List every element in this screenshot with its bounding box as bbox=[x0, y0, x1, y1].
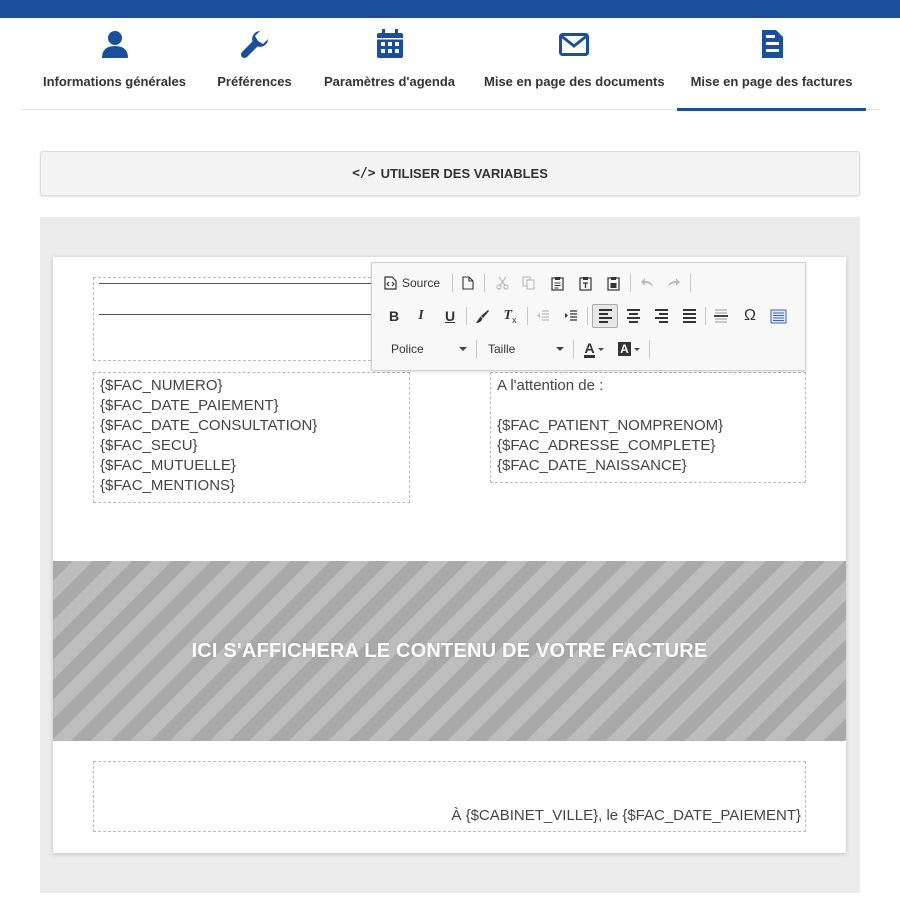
paste-text-button[interactable] bbox=[574, 271, 596, 295]
justify-icon bbox=[683, 307, 696, 325]
document-icon bbox=[756, 28, 788, 60]
horizontal-rule-icon bbox=[714, 309, 728, 323]
toolbar-separator bbox=[452, 274, 453, 292]
footer-text: À {$CABINET_VILLE}, le {$FAC_DATE_PAIEMENT} bbox=[451, 807, 801, 824]
source-button[interactable] bbox=[384, 271, 446, 295]
underline-button[interactable]: U bbox=[444, 308, 456, 324]
align-right-icon bbox=[655, 307, 668, 325]
text-color-button[interactable] bbox=[580, 337, 608, 361]
source-label: Source bbox=[402, 276, 441, 290]
user-icon bbox=[99, 28, 131, 60]
invoice-info-block[interactable] bbox=[93, 372, 410, 503]
paste-icon bbox=[551, 276, 564, 291]
new-page-button[interactable] bbox=[457, 271, 479, 295]
indent-icon bbox=[564, 310, 578, 322]
text-color-icon: A bbox=[584, 339, 595, 356]
source-icon bbox=[384, 276, 397, 290]
align-center-icon bbox=[627, 307, 640, 325]
recipient-block[interactable] bbox=[490, 372, 806, 483]
use-variables-label: UTILISER DES VARIABLES bbox=[380, 166, 548, 181]
paste-word-button[interactable] bbox=[602, 271, 624, 295]
use-variables-button[interactable] bbox=[40, 151, 860, 196]
recipient-variable-line: {$FAC_PATIENT_NOMPRENOM} bbox=[497, 417, 724, 434]
tab-mise-en-page-factures[interactable] bbox=[677, 18, 866, 110]
toolbar-separator bbox=[484, 274, 485, 292]
paintbrush-icon bbox=[475, 309, 490, 324]
footer-block[interactable] bbox=[93, 761, 806, 832]
toolbar-separator bbox=[690, 274, 691, 292]
remove-format-button[interactable] bbox=[499, 304, 521, 328]
invoice-variable-line: {$FAC_NUMERO} bbox=[100, 377, 223, 394]
recipient-variable-line: {$FAC_ADRESSE_COMPLETE} bbox=[497, 437, 716, 454]
invoice-variable-line: {$FAC_MUTUELLE} bbox=[100, 457, 236, 474]
toolbar-separator bbox=[630, 274, 631, 292]
settings-tabs bbox=[22, 18, 880, 110]
redo-icon bbox=[667, 277, 681, 289]
font-size-label: Taille bbox=[488, 342, 516, 356]
copy-button[interactable] bbox=[517, 271, 539, 295]
tab-label: Paramètres d'agenda bbox=[324, 74, 455, 89]
undo-icon bbox=[640, 277, 654, 289]
italic-button[interactable]: I bbox=[418, 308, 424, 323]
tab-mise-en-page-documents[interactable] bbox=[484, 18, 664, 110]
invoice-variable-line: {$FAC_MENTIONS} bbox=[100, 477, 236, 494]
editor-toolbar bbox=[371, 262, 806, 371]
recipient-heading: A l'attention de : bbox=[497, 377, 604, 394]
new-page-icon bbox=[462, 276, 474, 290]
copy-format-button[interactable] bbox=[471, 304, 493, 328]
invoice-variable-line: {$FAC_SECU} bbox=[100, 437, 198, 454]
toolbar-separator bbox=[705, 307, 706, 325]
redo-button[interactable] bbox=[663, 271, 685, 295]
font-family-select[interactable] bbox=[385, 337, 471, 361]
invoice-content-placeholder bbox=[53, 561, 846, 741]
code-icon: </> bbox=[352, 166, 376, 181]
undo-button[interactable] bbox=[636, 271, 658, 295]
font-family-label: Police bbox=[391, 342, 424, 356]
toolbar-separator bbox=[649, 340, 650, 358]
envelope-icon bbox=[558, 28, 590, 60]
top-bar bbox=[0, 0, 900, 18]
background-color-icon: A bbox=[620, 342, 629, 356]
horizontal-line-button[interactable] bbox=[710, 304, 732, 328]
remove-format-icon: x bbox=[512, 315, 517, 325]
recipient-variable-line: {$FAC_DATE_NAISSANCE} bbox=[497, 457, 687, 474]
tab-preferences[interactable] bbox=[207, 18, 302, 110]
tab-label: Préférences bbox=[217, 74, 292, 89]
outdent-icon bbox=[536, 310, 550, 322]
toolbar-separator bbox=[476, 340, 477, 358]
paste-text-icon bbox=[579, 276, 592, 291]
copy-icon bbox=[522, 276, 535, 290]
outdent-button[interactable] bbox=[532, 304, 554, 328]
scissors-icon bbox=[496, 276, 509, 290]
toolbar-separator bbox=[587, 307, 588, 325]
blank-line bbox=[497, 396, 799, 416]
invoice-variable-line: {$FAC_DATE_CONSULTATION} bbox=[100, 417, 318, 434]
calendar-icon bbox=[374, 28, 406, 60]
paste-word-icon bbox=[607, 276, 620, 291]
page-break-button[interactable] bbox=[767, 304, 789, 328]
font-size-select[interactable] bbox=[482, 337, 568, 361]
cut-button[interactable] bbox=[491, 271, 513, 295]
bold-button[interactable]: B bbox=[388, 308, 400, 324]
chevron-down-icon bbox=[459, 347, 467, 351]
justify-button[interactable] bbox=[678, 304, 700, 328]
special-char-button[interactable]: Ω bbox=[744, 307, 756, 324]
tab-label: Informations générales bbox=[42, 74, 187, 89]
align-left-button[interactable] bbox=[592, 304, 618, 328]
tab-informations-generales[interactable] bbox=[22, 18, 207, 110]
align-center-button[interactable] bbox=[622, 304, 644, 328]
chevron-down-icon bbox=[598, 348, 604, 351]
align-right-button[interactable] bbox=[650, 304, 672, 328]
content-placeholder-text: ICI S'AFFICHERA LE CONTENU DE VOTRE FACTURE bbox=[191, 639, 708, 662]
chevron-down-icon bbox=[556, 347, 564, 351]
page-break-icon bbox=[770, 309, 787, 324]
remove-format-glyph: T bbox=[503, 308, 513, 323]
active-tab-indicator bbox=[677, 108, 866, 111]
tab-parametres-agenda[interactable] bbox=[322, 18, 457, 110]
invoice-variable-line: {$FAC_DATE_PAIEMENT} bbox=[100, 397, 279, 414]
tab-label: Mise en page des documents bbox=[484, 74, 665, 89]
paste-button[interactable] bbox=[546, 271, 568, 295]
tab-label: Mise en page des factures bbox=[690, 74, 853, 89]
toolbar-separator bbox=[466, 307, 467, 325]
background-color-button[interactable] bbox=[615, 337, 643, 361]
chevron-down-icon bbox=[634, 348, 640, 351]
wrench-icon bbox=[239, 28, 271, 60]
align-left-icon bbox=[599, 307, 612, 325]
indent-button[interactable] bbox=[560, 304, 582, 328]
toolbar-separator bbox=[573, 340, 574, 358]
toolbar-separator bbox=[527, 307, 528, 325]
